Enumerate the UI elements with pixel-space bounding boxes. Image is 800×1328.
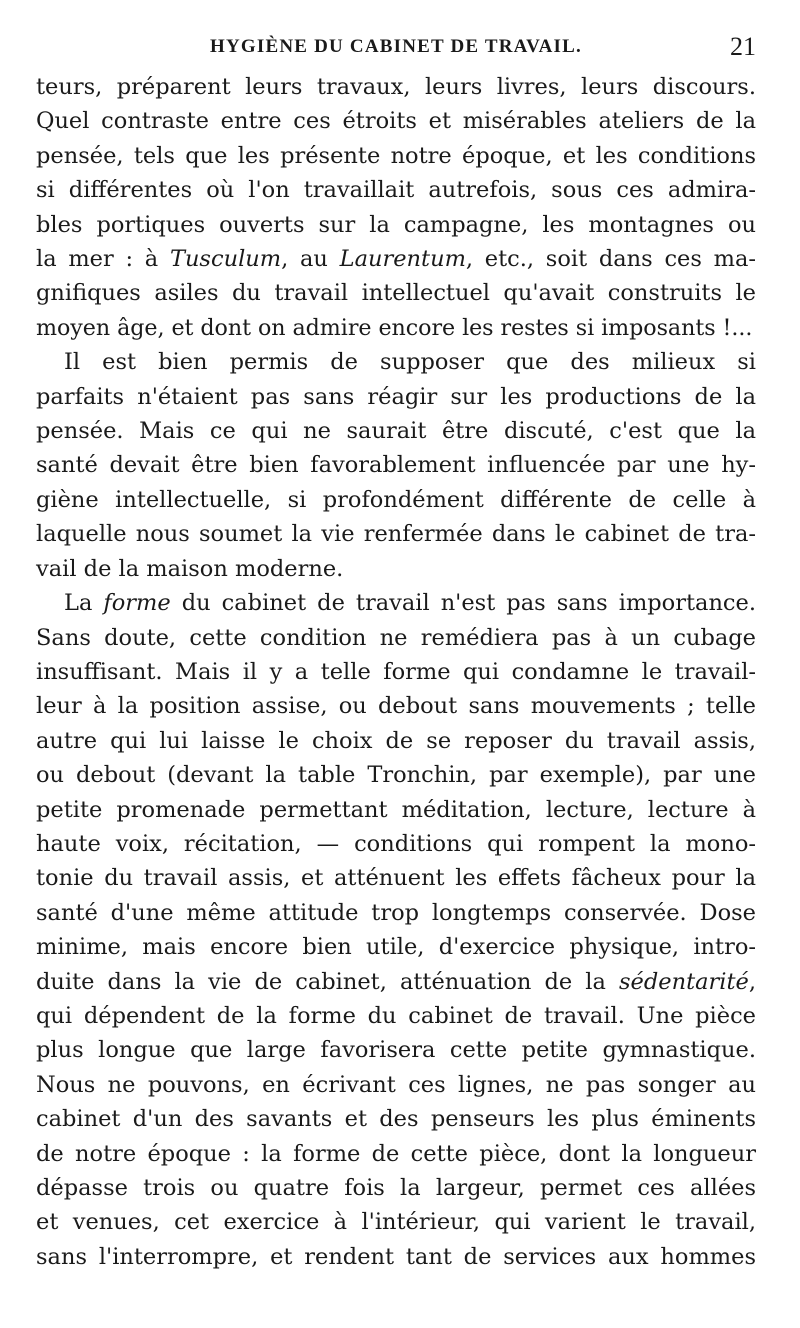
text-line: teurs, préparent leurs travaux, leurs livres, leurs discours. (36, 74, 756, 100)
text-line: dépasse trois ou quatre fois la largeur, permet ces allées (36, 1175, 756, 1201)
page-number: 21 (730, 32, 756, 61)
text-line: duite dans la vie de cabinet, atténuation de la sédentarité, (36, 968, 756, 995)
text-line: leur à la position assise, ou debout sans mouvements ; telle (36, 693, 756, 720)
text-line: de notre époque : la forme de cette pièce, dont la longueur (36, 1140, 756, 1167)
text-line: plus longue que large favorisera cette petite gymnastique. (36, 1037, 756, 1064)
text-line: laquelle nous soumet la vie renfermée dans le cabinet de tra- (36, 521, 756, 548)
text-line: petite promenade permettant méditation, lecture, lecture à (36, 796, 756, 823)
text-line: Quel contraste entre ces étroits et misérables ateliers de la (36, 108, 756, 135)
text-line: Nous ne pouvons, en écrivant ces lignes, ne pas songer au (36, 1071, 756, 1098)
text-line: et venues, cet exercice à l'intérieur, qui varient le travail, (36, 1209, 756, 1236)
body-text (36, 70, 756, 1274)
text-line: bles portiques ouverts sur la campagne, les montagnes ou (36, 211, 756, 238)
text-line: santé d'une même attitude trop longtemps conservée. Dose (36, 899, 756, 926)
text-line: minime, mais encore bien utile, d'exercice physique, intro- (36, 934, 756, 961)
text-line: giène intellectuelle, si profondément différente de celle à (36, 486, 756, 513)
text-line: La forme du cabinet de travail n'est pas sans importance. (64, 590, 757, 617)
text-line: moyen âge, et dont on admire encore les restes si imposants !... (36, 314, 753, 341)
text-line: parfaits n'étaient pas sans réagir sur les productions de la (36, 383, 756, 410)
paragraph (36, 586, 756, 1274)
text-line: tonie du travail assis, et atténuent les effets fâcheux pour la (36, 865, 756, 892)
text-line: santé devait être bien favorablement influencée par une hy- (36, 452, 756, 479)
text-line: insuffisant. Mais il y a telle forme qui condamne le travail- (36, 658, 756, 685)
paragraph (36, 345, 756, 586)
text-line: cabinet d'un des savants et des penseurs les plus éminents (36, 1106, 756, 1133)
text-line: Sans doute, cette condition ne remédiera pas à un cubage (36, 624, 756, 651)
text-line: la mer : à Tusculum, au Laurentum, etc., soit dans ces ma- (36, 246, 756, 273)
text-line: ou debout (devant la table Tronchin, par exemple), par une (36, 762, 756, 789)
text-line: sans l'interrompre, et rendent tant de services aux hommes (36, 1243, 756, 1270)
text-line: gnifiques asiles du travail intellectuel qu'avait construits le (36, 280, 756, 307)
running-header (36, 22, 756, 70)
text-line: Il est bien permis de supposer que des milieux si (64, 349, 756, 376)
running-title: HYGIÈNE DU CABINET DE TRAVAIL. (210, 36, 582, 57)
text-line: pensée, tels que les présente notre époque, et les conditions (36, 142, 756, 169)
text-line: si différentes où l'on travaillait autrefois, sous ces admira- (36, 177, 756, 204)
text-line: autre qui lui laisse le choix de se reposer du travail assis, (36, 727, 756, 754)
text-line: qui dépendent de la forme du cabinet de travail. Une pièce (36, 1002, 756, 1029)
text-line: vail de la maison moderne. (36, 555, 344, 582)
paragraph (36, 70, 756, 345)
text-line: haute voix, récitation, — conditions qui rompent la mono- (36, 830, 756, 857)
text-line: pensée. Mais ce qui ne saurait être discuté, c'est que la (36, 418, 756, 445)
